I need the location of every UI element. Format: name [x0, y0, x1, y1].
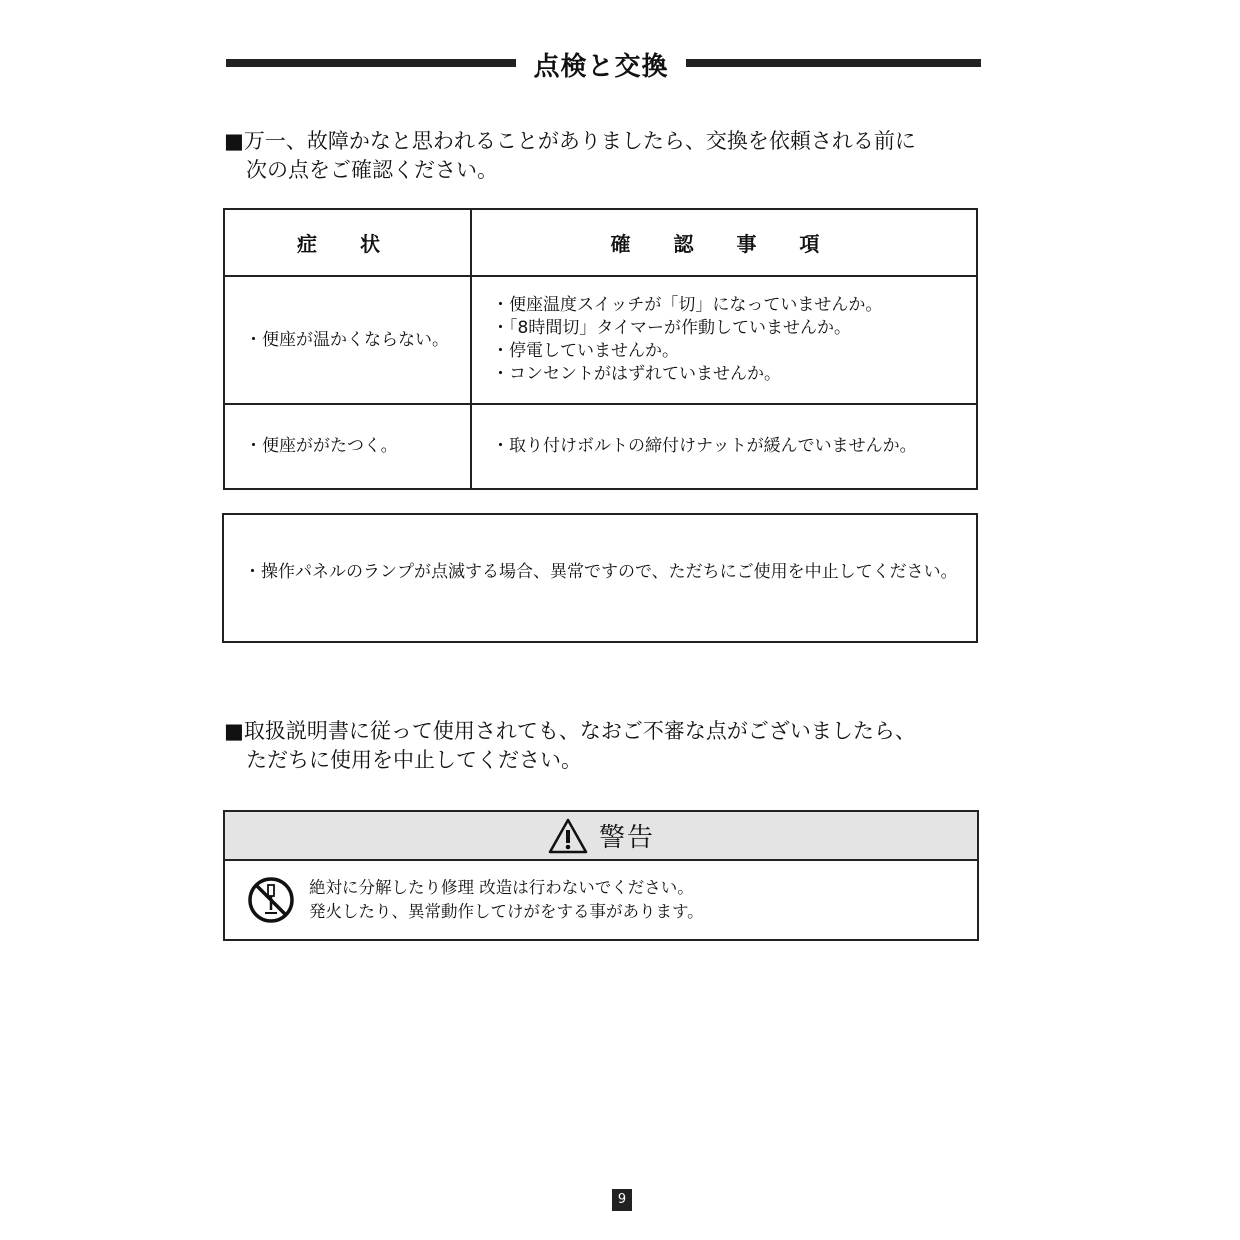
check-item: ・取り付けボルトの締付けナットが緩んでいませんか。 [492, 436, 917, 456]
check-item: ・便座温度スイッチが「切」になっていませんか。 [492, 295, 883, 315]
symptom-cell: ・便座が温かくならない。 [224, 276, 471, 404]
check-item: ・「8時間切」タイマーが作動していませんか。 [492, 318, 851, 338]
warning-header [225, 812, 977, 861]
warning-label: 警告 [598, 823, 655, 853]
table-header-row [224, 209, 977, 276]
header-symptom: 症 状 [224, 209, 471, 276]
warning-body [225, 861, 977, 939]
check-list [492, 294, 956, 386]
warning-box [223, 810, 979, 941]
notice-text: ・操作パネルのランプが点滅する場合、異常ですので、ただちにご使用を中止してください。 [244, 562, 958, 582]
page-title: 点検と交換 [533, 52, 669, 82]
table-row [224, 404, 977, 489]
warning-line-2: 発火したり、異常動作してけがをする事があります。 [309, 902, 704, 921]
check-item: ・コンセントがはずれていませんか。 [492, 364, 781, 384]
warning-line-1: 絶対に分解したり修理 改造は行わないでください。 [309, 878, 694, 897]
intro-2-line-2: ただちに使用を中止してください。 [246, 748, 582, 772]
title-rule-right [686, 59, 981, 67]
check-list [492, 435, 956, 458]
check-cell [471, 404, 977, 489]
troubleshooting-table [223, 208, 978, 490]
intro-paragraph-1 [224, 127, 916, 185]
intro-2-line-1: ■取扱説明書に従って使用されても、なおご不審な点がございましたら、 [224, 719, 916, 743]
title-rule-left [226, 59, 516, 67]
intro-1-line-2: 次の点をご確認ください。 [246, 158, 498, 182]
check-cell [471, 276, 977, 404]
symptom-cell: ・便座ががたつく。 [245, 436, 398, 456]
intro-1-line-1: ■万一、故障かなと思われることがありましたら、交換を依頼される前に [224, 129, 916, 153]
warning-text [309, 876, 704, 924]
no-disassembly-icon [247, 876, 295, 924]
table-row [224, 276, 977, 404]
notice-box [222, 513, 978, 643]
section-title-bar [226, 44, 981, 84]
warning-triangle-icon [547, 817, 589, 855]
intro-paragraph-2 [224, 717, 916, 775]
header-check-items: 確 認 事 項 [471, 209, 977, 276]
check-item: ・停電していませんか。 [492, 341, 679, 361]
page-number: 9 [612, 1189, 632, 1211]
